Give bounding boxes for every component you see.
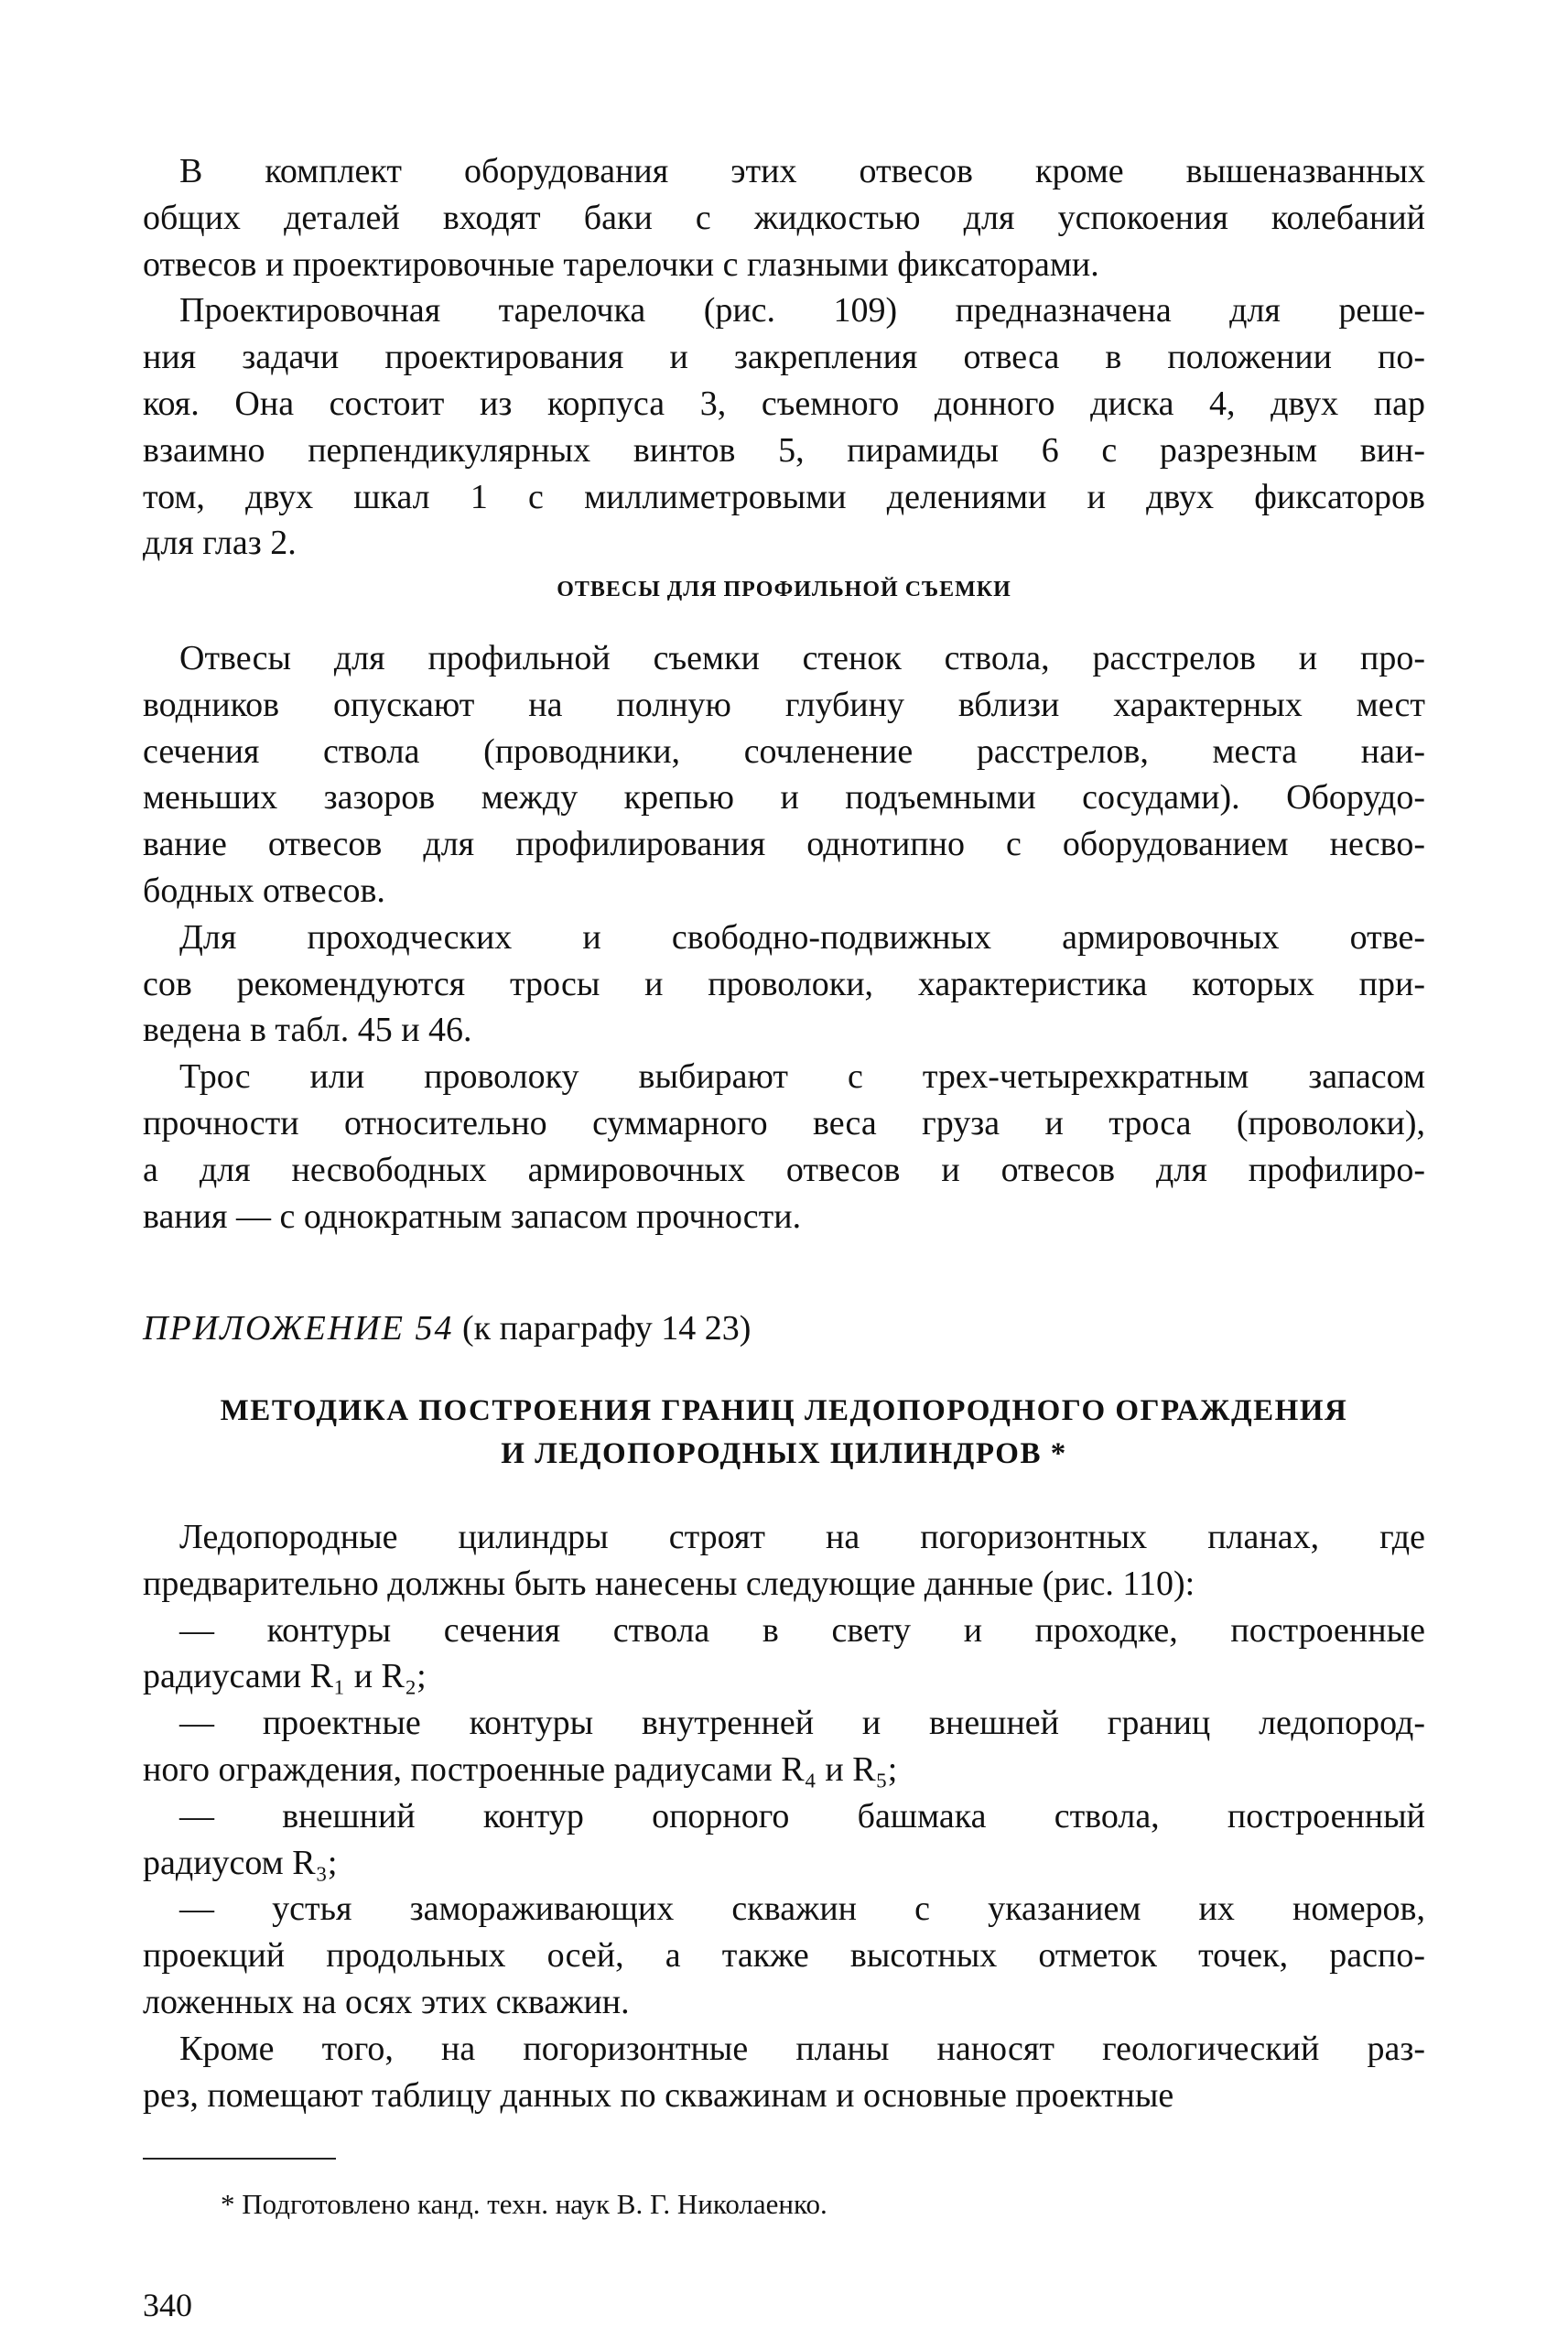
section3-body (143, 1514, 1425, 2118)
section1-body (143, 148, 1425, 567)
text-line: рез, помещают таблицу данных по скважинам и основные проектные (143, 2075, 1174, 2115)
text-line: радиусами R₁ и R₂; (143, 1657, 427, 1696)
text-line: Кроме того, на погоризонтные планы наносят геологический раз- (179, 2029, 1425, 2068)
text-line: Трос или проволоку выбирают с трех-четырехкратным запасом (179, 1057, 1425, 1097)
text-line: ния задачи проектирования и закрепления отвеса в положении по- (143, 338, 1425, 377)
footnote-rule (143, 2158, 336, 2160)
text-line: меньших зазоров между крепью и подъемными сосудами). Оборудо- (143, 778, 1425, 818)
appendix-number: ПРИЛОЖЕНИЕ 54 (143, 1309, 454, 1348)
paragraph (143, 635, 1425, 915)
text-line: вания — с однократным запасом прочности. (143, 1196, 802, 1236)
text-line: Отвесы для профильной съемки стенок ствола, расстрелов и про- (179, 639, 1425, 677)
text-line: предварительно должны быть нанесены следующие данные (рис. 110): (143, 1564, 1195, 1603)
text-line: проекций продольных осей, а также высотных отметок точек, распо- (143, 1936, 1425, 1976)
footnote: * Подготовлено канд. техн. наук В. Г. Николаенко. (221, 2188, 827, 2220)
text-line: бодных отвесов. (143, 871, 385, 910)
appendix-ref: (к параграфу 14 23) (461, 1309, 752, 1348)
text-line: — проектные контуры внутренней и внешней границ ледопород- (179, 1704, 1425, 1743)
text-line: Проектировочная тарелочка (рис. 109) предназначена для реше- (179, 291, 1425, 330)
paragraph (143, 1514, 1425, 1608)
text-line: взаимно перпендикулярных винтов 5, пирамиды 6 с разрезным вин- (143, 430, 1425, 470)
paragraph (143, 148, 1425, 287)
section-heading: ОТВЕСЫ ДЛЯ ПРОФИЛЬНОЙ СЪЕМКИ (557, 578, 1011, 601)
page-number: 340 (143, 2287, 192, 2323)
text-line: ведена в табл. 45 и 46. (143, 1011, 472, 1050)
paragraph (143, 2026, 1425, 2119)
text-line: вание отвесов для профилирования однотипно с оборудованием несво- (143, 825, 1425, 864)
section2-body (143, 635, 1425, 1240)
text-line: коя. Она состоит из корпуса 3, съемного донного диска 4, двух пар (143, 384, 1425, 423)
paragraph (143, 1886, 1425, 2025)
text-line: прочности относительно суммарного веса груза и троса (проволоки), (143, 1103, 1425, 1142)
text-line: В комплект оборудования этих отвесов кроме вышеназванных (179, 152, 1425, 190)
text-line: сов рекомендуются тросы и проволоки, характеристика которых при- (143, 964, 1425, 1003)
text-line: для глаз 2. (143, 524, 297, 563)
title-line: МЕТОДИКА ПОСТРОЕНИЯ ГРАНИЦ ЛЕДОПОРОДНОГО ОГРАЖДЕНИЯ (220, 1394, 1348, 1427)
paragraph (143, 287, 1425, 567)
paragraph (143, 915, 1425, 1054)
text-line: Ледопородные цилиндры строят на погоризонтных планах, где (179, 1518, 1425, 1556)
text-line: — контуры сечения ствола в свету и проходке, построенные (179, 1610, 1425, 1650)
text-line: — устья замораживающих скважин с указанием их номеров, (179, 1889, 1425, 1929)
text-line: а для несвободных армировочных отвесов и отвесов для профилиро- (143, 1150, 1425, 1189)
paragraph (143, 1700, 1425, 1793)
appendix-label (143, 1305, 1425, 1351)
title-line: И ЛЕДОПОРОДНЫХ ЦИЛИНДРОВ * (501, 1437, 1067, 1470)
article-title (143, 1390, 1425, 1476)
paragraph (143, 1793, 1425, 1887)
text-line: ложенных на осях этих скважин. (143, 1982, 630, 2021)
text-line: Для проходческих и свободно-подвижных армировочных отве- (179, 917, 1425, 957)
paragraph (143, 1054, 1425, 1240)
text-line: общих деталей входят баки с жидкостью для успокоения колебаний (143, 198, 1425, 237)
text-line: отвесов и проектировочные тарелочки с глазными фиксаторами. (143, 244, 1099, 284)
text-line: — внешний контур опорного башмака ствола, построенный (179, 1796, 1425, 1835)
paragraph (143, 1608, 1425, 1701)
text-line: сечения ствола (проводники, сочленение расстрелов, места наи- (143, 731, 1425, 771)
text-line: том, двух шкал 1 с миллиметровыми делениями и двух фиксаторов (143, 477, 1425, 516)
text-line: ного ограждения, построенные радиусами R₄ и R₅; (143, 1749, 898, 1789)
text-line: радиусом R₃; (143, 1843, 338, 1882)
text-line: водников опускают на полную глубину вблизи характерных мест (143, 685, 1425, 724)
